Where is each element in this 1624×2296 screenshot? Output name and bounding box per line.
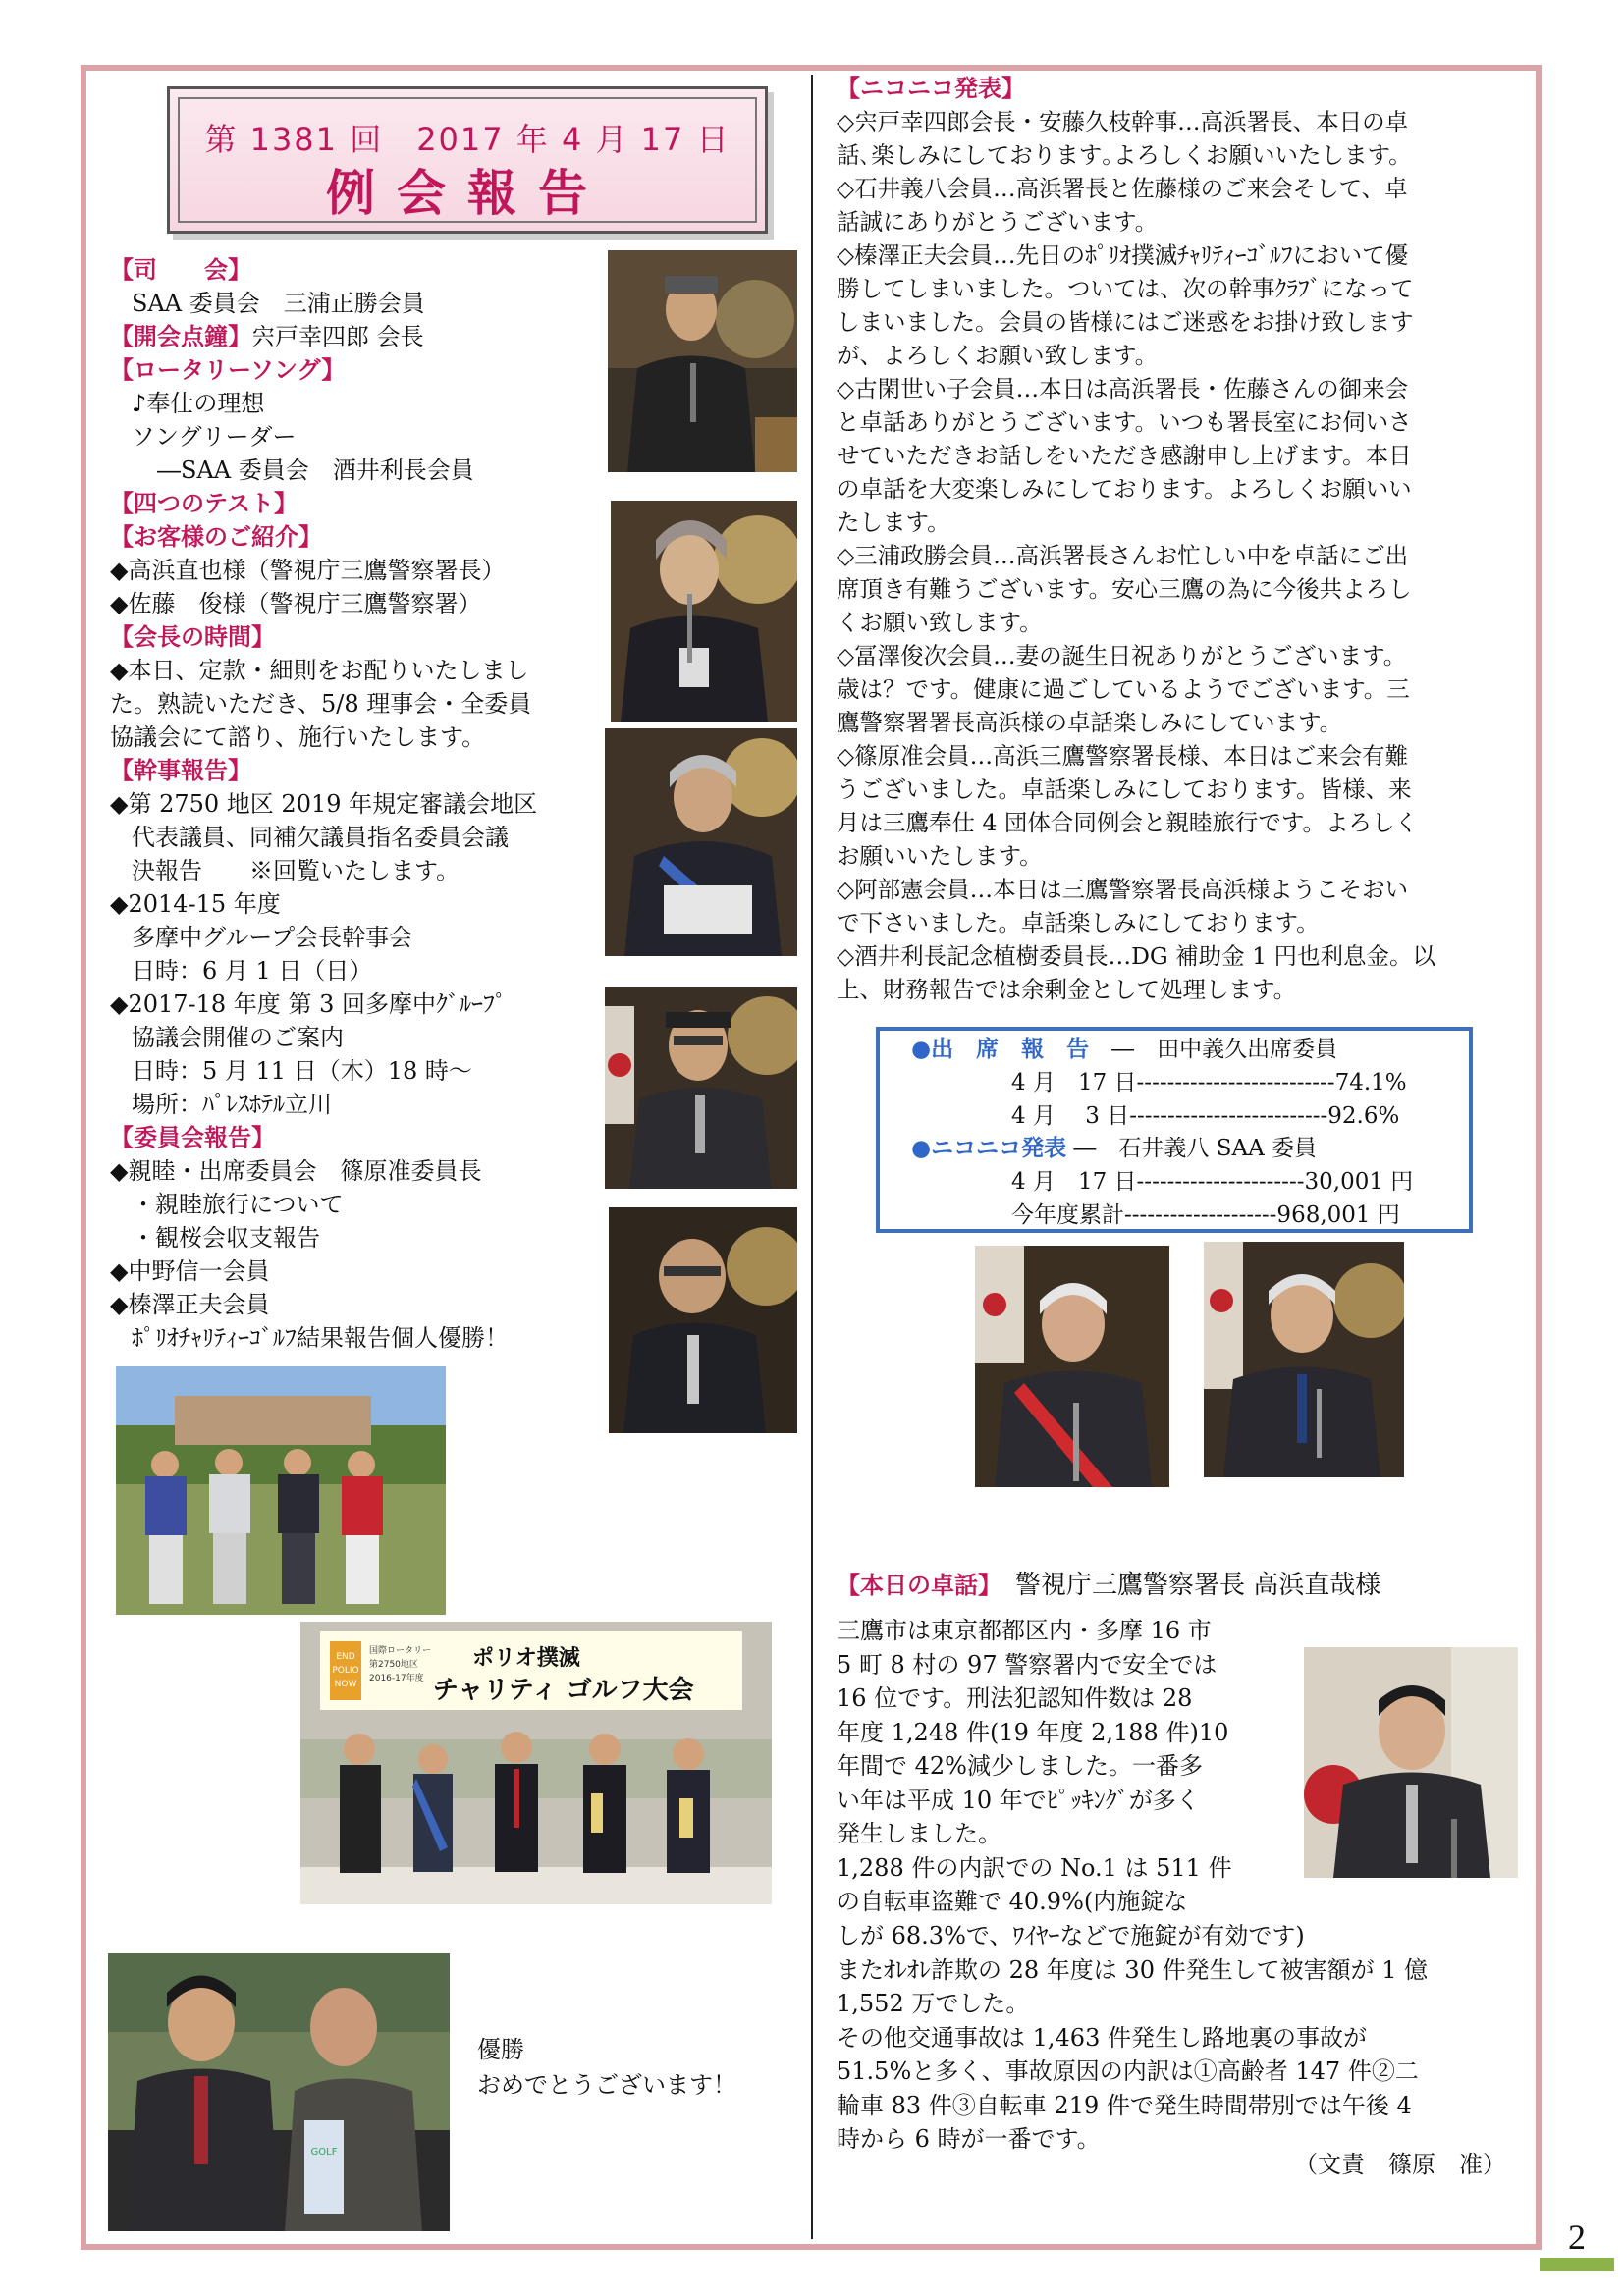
speech-line: 発生しました。 (837, 1820, 1001, 1847)
right-text-line: ◇篠原准会員…高浜三鷹警察署長様、本日はご来会有難 (837, 742, 1409, 770)
speech-heading: 【本日の卓話】 (837, 1572, 990, 1599)
left-heading-line (110, 320, 537, 353)
left-text-line: ﾎﾟﾘｵﾁｬﾘﾃｨｰｺﾞﾙﾌ結果報告個人優勝！ (132, 1324, 509, 1352)
speech-line: 5 町 8 村の 97 警察署内で安全では (837, 1650, 1218, 1679)
photo-speaker-takahama (1304, 1647, 1518, 1878)
speech-line: 年度 1,248 件(19 年度 2,188 件)10 (837, 1718, 1229, 1746)
end-polio-logo-text-2: POLIO (332, 1666, 359, 1676)
left-text-line: 協議会開催のご案内 (132, 1024, 344, 1051)
speech-line: 時から 6 時が一番です。 (837, 2125, 1101, 2153)
right-text-line: ◇三浦政勝会員…高浜署長さんお忙しい中を卓話にご出 (837, 542, 1409, 569)
photo-speaker-4 (605, 987, 797, 1189)
photo-speaker-6 (975, 1246, 1169, 1487)
nikoniko-line-today: 4 月 17 日----------------------30,001 円 (1011, 1169, 1414, 1195)
speech-line: い年は平成 10 年でﾋﾟｯｷﾝｸﾞが多く (837, 1786, 1200, 1814)
nikoniko-line (911, 1132, 1317, 1165)
left-heading: 【四つのテスト】 (110, 490, 298, 517)
photo-speaker-1 (608, 250, 797, 472)
photo-golf-group (116, 1366, 446, 1615)
left-heading: 【委員会報告】 (110, 1124, 275, 1151)
left-text-line: ・観桜会収支報告 (132, 1224, 320, 1252)
right-text-line: 月は三鷹奉仕 4 団体合同例会と親睦旅行です。よろしく (837, 809, 1419, 836)
left-text-line: ◆佐藤 俊様（警視庁三鷹警察署） (110, 590, 482, 617)
left-text: 宍戸幸四郎 会長 (251, 323, 424, 350)
left-text-line: 協議会にて諮り、施行いたします。 (110, 723, 486, 751)
left-text-line: 決報告 ※回覧いたします。 (132, 857, 460, 884)
caption-line-2: おめでとうございます！ (477, 2071, 736, 2099)
speech-line: 三鷹市は東京都都区内・多摩 16 市 (837, 1617, 1212, 1644)
speech-line: 輪車 83 件③自転車 219 件で発生時間帯別では午後 4 (837, 2091, 1412, 2119)
speech-text-wide (837, 1919, 1428, 2157)
speech-line: 1,288 件の内訳での No.1 は 511 件 (837, 1853, 1232, 1882)
left-text-line: ◆中野信一会員 (110, 1257, 270, 1285)
nikoniko-officer: ― 石井義八 SAA 委員 (1066, 1136, 1317, 1161)
right-text-line: くお願い致します。 (837, 609, 1043, 636)
right-heading: 【ニコニコ発表】 (837, 75, 1025, 102)
left-column-text (110, 253, 537, 1355)
banner-title-1: ポリオ撲滅 (472, 1646, 580, 1671)
left-text-line: ◆2017-18 年度 第 3 回多摩中ｸﾞﾙｰﾌﾟ (110, 990, 507, 1018)
winner-caption (477, 2032, 736, 2103)
trophy-label: GOLF (310, 2147, 338, 2158)
left-text-line: ・親睦旅行について (132, 1191, 344, 1218)
left-text-line: 日時：6 月 1 日（日） (132, 957, 373, 985)
speech-line: の自転車盗難で 40.9%(内施錠な (837, 1888, 1188, 1915)
photo-speaker-7 (1204, 1242, 1404, 1477)
attendance-heading: ●出 席 報 告 (911, 1037, 1090, 1062)
end-polio-logo-text-3: NOW (334, 1680, 357, 1689)
attendance-officer: ― 田中義久出席委員 (1089, 1037, 1338, 1062)
right-text-line: ◇石井義八会員…高浜署長と佐藤様のご来会そして、卓 (837, 175, 1408, 202)
right-text-line: の卓話を大変楽しみにしております。よろしくお願いい (837, 475, 1412, 503)
photo-speaker-2 (611, 501, 797, 722)
meeting-date-title: 第 1381 回 2017 年 4 月 17 日 (204, 121, 731, 158)
column-divider (811, 75, 813, 2239)
right-text-line: と卓話ありがとうございます。いつも署長室にお伺いさ (837, 408, 1412, 436)
speech-line: 51.5%と多く、事故原因の内訳は①高齢者 147 件②二 (837, 2057, 1419, 2085)
photo-speaker-3 (605, 728, 797, 956)
speech-line: 16 位です。刑法犯認知件数は 28 (837, 1684, 1193, 1712)
banner-small-text-2: 第2750地区 (369, 1660, 418, 1670)
left-text-line: ♪奉仕の理想 (132, 390, 265, 417)
attendance-line-3: 4 月 3 日--------------------------92.6% (1011, 1103, 1400, 1129)
speech-line: またｵﾚｵﾚ詐欺の 28 年度は 30 件発生して被害額が 1 億 (837, 1955, 1429, 1984)
right-text-line: 勝してしまいました。ついては、次の幹事ｸﾗﾌﾞになって (837, 275, 1414, 302)
page-number: 2 (1568, 2217, 1586, 2257)
right-text-line: ◇冨澤俊次会員…妻の誕生日祝ありがとうございます。 (837, 642, 1407, 669)
title-box (167, 86, 768, 234)
left-text-line: SAA 委員会 三浦正勝会員 (132, 290, 425, 317)
speech-line: しが 68.3%で、ﾜｲﾔｰなどで施錠が有効です) (837, 1922, 1305, 1949)
left-heading: 【開会点鐘】 (110, 323, 251, 350)
left-text-line: 場所：ﾊﾟﾚｽﾎﾃﾙ立川 (132, 1091, 332, 1118)
right-column-text (837, 72, 1435, 1006)
report-title: 例会報告 (326, 165, 609, 222)
left-heading: 【幹事報告】 (110, 757, 251, 784)
banner-small-text-1: 国際ロータリー (369, 1646, 432, 1656)
right-text-line: ◇阿部憲会員…本日は三鷹警察署長高浜様ようこそおい (837, 876, 1409, 903)
caption-line-1: 優勝 (477, 2036, 524, 2063)
right-text-line: ◇榛澤正夫会員…先日のﾎﾟﾘｵ撲滅ﾁｬﾘﾃｨｰｺﾞﾙﾌにおいて優 (837, 241, 1409, 269)
right-text-line: うございました。卓話楽しみにしております。皆様、来 (837, 775, 1412, 803)
speech-header (837, 1569, 1380, 1602)
left-text-line: 多摩中グループ会長幹事会 (132, 924, 413, 951)
right-text-line: 鷹警察署署長高浜様の卓話楽しみにしています。 (837, 709, 1343, 736)
left-text-line: ◆親睦・出席委員会 篠原准委員長 (110, 1157, 482, 1185)
left-text-line: ◆榛澤正夫会員 (110, 1291, 270, 1318)
right-text-line: せていただきお話しをいただき感謝申し上げます。本日 (837, 442, 1412, 469)
left-heading: 【ロータリーソング】 (110, 356, 346, 384)
end-polio-logo-text-1: END (336, 1652, 355, 1662)
photo-speaker-5 (609, 1207, 797, 1433)
right-text-line: が、よろしくお願い致します。 (837, 342, 1159, 369)
left-text-line: ソングリーダー (132, 423, 297, 451)
nikoniko-line-total: 今年度累計--------------------968,001 円 (1011, 1202, 1400, 1228)
left-heading: 【会長の時間】 (110, 623, 275, 651)
right-text-line: ◇宍戸幸四郎会長・安藤久枝幹事…高浜署長、本日の卓 (837, 108, 1409, 135)
attendance-line-1 (911, 1033, 1337, 1066)
left-text-line: ◆2014-15 年度 (110, 890, 281, 918)
speech-line: 年間で 42%減少しました。一番多 (837, 1752, 1203, 1780)
left-text-line: た。熟読いただき、5/8 理事会・全委員 (110, 690, 532, 718)
speech-speaker: 警視庁三鷹警察署長 高浜直哉様 (990, 1571, 1381, 1600)
left-text-line: ◆本日、定款・細則をお配りいたしまし (110, 657, 529, 684)
right-text-line: お願いいたします。 (837, 842, 1043, 870)
photo-golf-winner (108, 1953, 450, 2231)
left-text-line: ―SAA 委員会 酒井利長会員 (157, 456, 474, 484)
left-heading: 【司 会】 (110, 256, 251, 284)
right-text-line: ◇酒井利長記念植樹委員長…DG 補助金 1 円也利息金。以 (837, 942, 1436, 970)
right-text-line: たします。 (837, 508, 950, 536)
photo-golf-award-group (300, 1622, 772, 1904)
right-text-line: ◇古閑世い子会員…本日は高浜署長・佐藤さんの御来会 (837, 375, 1409, 402)
banner-small-text-3: 2016-17年度 (369, 1674, 424, 1683)
left-heading: 【お客様のご紹介】 (110, 523, 322, 551)
left-text-line: ◆第 2750 地区 2019 年規定審議会地区 (110, 790, 538, 818)
banner-title-2: チャリティ ゴルフ大会 (433, 1676, 694, 1705)
left-text-line: 日時：5 月 11 日（木）18 時～ (132, 1057, 472, 1085)
attendance-line-2: 4 月 17 日--------------------------74.1% (1011, 1070, 1407, 1095)
speech-line: 1,552 万でした。 (837, 1990, 1030, 2017)
right-text-line: 上、財務報告では余剰金として処理します。 (837, 976, 1297, 1003)
right-text-line: 話､楽しみにしております｡よろしくお願いいたします。 (837, 141, 1412, 169)
speech-credit: （文責 篠原 准） (1294, 2151, 1506, 2178)
right-text-line: 歳は？です。健康に過ごしているようでございます。三 (837, 675, 1410, 703)
page-number-underline (1540, 2258, 1614, 2271)
right-text-line: で下さいました。卓話楽しみにしております。 (837, 909, 1320, 936)
nikoniko-heading: ●ニコニコ発表 (911, 1136, 1067, 1161)
speech-text-narrow (837, 1614, 1232, 1919)
right-text-line: しまいました。会員の皆様にはご迷惑をお掛け致します (837, 308, 1414, 336)
right-text-line: 席頂き有難うございます。安心三鷹の為に今後共よろし (837, 575, 1412, 603)
speech-line: その他交通事故は 1,463 件発生し路地裏の事故が (837, 2023, 1367, 2052)
left-text-line: ◆高浜直也様（警視庁三鷹警察署長） (110, 557, 506, 584)
right-text-line: 話誠にありがとうございます。 (837, 208, 1159, 236)
left-text-line: 代表議員、同補欠議員指名委員会議 (132, 824, 509, 851)
